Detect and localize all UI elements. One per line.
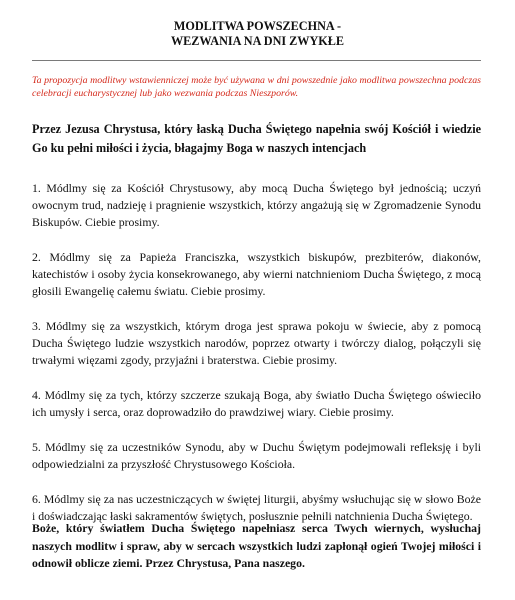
petition-item: 4. Módlmy się za tych, którzy szczerze szukają Boga, aby światło Ducha Świętego oświeciło ich umysły i serca, oraz doprowadziło do prawdziwej wiary. Ciebie prosimy. (32, 388, 481, 419)
petition-item: 3. Módlmy się za wszystkich, którym droga jest sprawa pokoju w świecie, aby z pomocą Ducha Świętego ludzie wszystkich narodów, poprzez otwarty i twórczy dialog, połączyli się trwałymi więzami zgody, przyjaźni i braterstwa. Ciebie prosimy. (32, 319, 481, 367)
rubric-note: Ta propozycja modlitwy wstawienniczej może być używana w dni powszednie jako modlitwa powszechna podczas celebracji eucharystycznej lub jako wezwania podczas Nieszporów. (32, 75, 481, 99)
petition-item: 6. Módlmy się za nas uczestniczących w świętej liturgii, abyśmy wsłuchując się w słowo Boże i doświadczając łaski sakramentów świętych, posłusznie pełnili natchnienia Ducha Świętego. (32, 492, 481, 523)
petition-item: 1. Módlmy się za Kościół Chrystusowy, aby mocą Ducha Świętego był jednością; uczyń owocnym trud, nadzieję i pragnienie wszystkich, którzy angażują się w Zgromadzenie Synodu Biskupów. Ciebie prosimy. (32, 181, 481, 229)
petitions-list (32, 180, 481, 543)
petition-item: 5. Módlmy się za uczestników Synodu, aby w Duchu Świętym podejmowali refleksję i byli odpowiedzialni za przyszłość Chrystusowego Kościoła. (32, 440, 481, 471)
title-line-2: WEZWANIA NA DNI ZWYKŁE (170, 34, 345, 48)
petition-item: 2. Módlmy się za Papieża Franciszka, wszystkich biskupów, prezbiterów, diakonów, katechistów i osoby życia konsekrowanego, aby wierni natchnieniom Ducha Świętego, z mocą głosili Ewangelię całemu światu. Ciebie prosimy. (32, 250, 481, 298)
document-title (0, 19, 515, 49)
closing-prayer: Boże, który światłem Ducha Świętego napełniasz serca Twych wiernych, wysłuchaj naszych modlitw i spraw, aby w sercach wszystkich ludzi zapłonął ogień Twojej miłości i odnowił oblicze ziemi. Przez Chrystusa, Pana naszego. (32, 521, 481, 570)
title-line-1: MODLITWA POWSZECHNA - (173, 19, 342, 33)
intro-invitation: Przez Jezusa Chrystusa, który łaską Ducha Świętego napełnia swój Kościół i wiedzie Go ku pełni miłości i życia, błagajmy Boga w naszych intencjach (32, 122, 481, 155)
title-divider (32, 60, 481, 61)
